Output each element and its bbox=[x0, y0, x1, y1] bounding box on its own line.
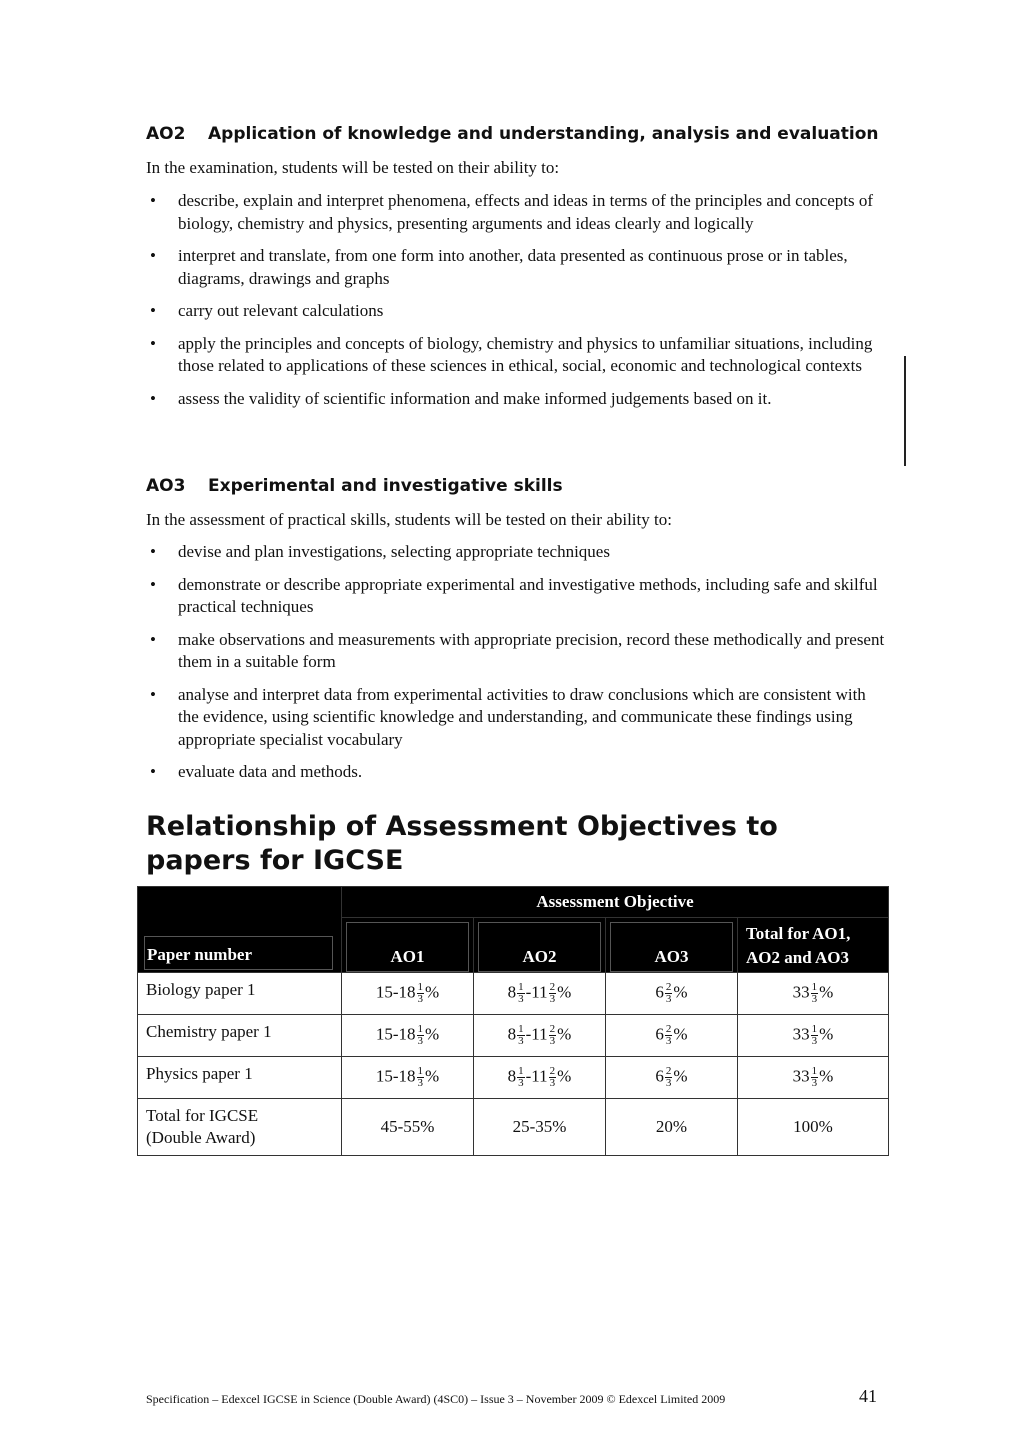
fraction-denominator: 3 bbox=[665, 993, 672, 1005]
ao2-code: AO2 bbox=[146, 124, 186, 144]
revision-bar bbox=[904, 356, 906, 466]
fraction-denominator: 3 bbox=[665, 1077, 672, 1089]
cell-value: 33 bbox=[792, 1066, 810, 1086]
cell-value: 6 bbox=[655, 1066, 664, 1086]
fraction-one-third bbox=[811, 982, 819, 1005]
fraction-one-third bbox=[417, 1024, 425, 1047]
fraction-denominator: 3 bbox=[811, 1077, 818, 1089]
list-item bbox=[146, 333, 886, 378]
paper-number-header bbox=[138, 887, 342, 973]
bullet-icon: • bbox=[150, 246, 156, 265]
fraction-two-thirds bbox=[549, 1024, 557, 1047]
bullet-icon: • bbox=[150, 762, 156, 781]
fraction-two-thirds bbox=[549, 982, 557, 1005]
fraction-one-third bbox=[811, 1066, 819, 1089]
table-header-row bbox=[138, 887, 889, 918]
ao3-cell bbox=[606, 973, 738, 1015]
cell-value: 6 bbox=[655, 1024, 664, 1044]
percent-sign: % bbox=[819, 1024, 834, 1044]
fraction-numerator: 1 bbox=[811, 1023, 818, 1035]
cell-value: 8 bbox=[507, 1066, 517, 1086]
total-header bbox=[738, 918, 889, 973]
percent-sign: % bbox=[819, 1066, 834, 1086]
list-item-text: analyse and interpret data from experimental activities to draw conclusions which are consistent with the evidence, using scientific knowledge and understanding, and communicate these findings using appropriate specialist vocabulary bbox=[178, 684, 866, 749]
total-row-label-line1: Total for IGCSE bbox=[146, 1106, 259, 1125]
ao2-header-label: AO2 bbox=[522, 947, 557, 966]
list-item-text: describe, explain and interpret phenomena, effects and ideas in terms of the principles and concepts of biology, chemistry and physics, presenting arguments and ideas clearly and logically bbox=[178, 191, 874, 233]
fraction-one-third bbox=[517, 1024, 525, 1047]
fraction-two-thirds bbox=[549, 1066, 557, 1089]
grand-total-cell: 100% bbox=[738, 1099, 889, 1156]
ao1-cell bbox=[342, 1057, 474, 1099]
percent-sign: % bbox=[425, 1024, 440, 1044]
fraction-one-third bbox=[517, 1066, 525, 1089]
list-item bbox=[146, 388, 886, 411]
fraction-denominator: 3 bbox=[518, 993, 524, 1005]
total-row-label bbox=[138, 1099, 342, 1156]
fraction-denominator: 3 bbox=[665, 1035, 672, 1047]
fraction-numerator: 2 bbox=[665, 981, 672, 993]
total-cell bbox=[738, 1057, 889, 1099]
cell-value: 8 bbox=[507, 982, 517, 1002]
percent-sign: % bbox=[557, 982, 572, 1002]
bullet-icon: • bbox=[150, 574, 156, 594]
assessment-objective-header-label: Assessment Objective bbox=[536, 892, 694, 911]
bullet-icon: • bbox=[150, 301, 156, 320]
list-item bbox=[146, 190, 886, 235]
ao2-intro: In the examination, students will be tested on their ability to: bbox=[146, 158, 560, 177]
relationship-heading: Relationship of Assessment Objectives to papers for IGCSE bbox=[146, 811, 778, 876]
fraction-numerator: 1 bbox=[518, 1065, 524, 1077]
ao3-code: AO3 bbox=[146, 476, 186, 496]
fraction-denominator: 3 bbox=[417, 1077, 423, 1089]
percent-sign: % bbox=[557, 1066, 572, 1086]
fraction-denominator: 3 bbox=[549, 1035, 556, 1047]
fraction-numerator: 2 bbox=[665, 1023, 672, 1035]
fraction-one-third bbox=[417, 982, 425, 1005]
cell-value: 33 bbox=[792, 1024, 810, 1044]
ao2-cell bbox=[474, 973, 606, 1015]
paper-label: Biology paper 1 bbox=[138, 973, 342, 1015]
fraction-numerator: 1 bbox=[417, 1023, 423, 1035]
fraction-two-thirds bbox=[665, 1066, 673, 1089]
table-row bbox=[138, 1057, 889, 1099]
fraction-two-thirds bbox=[665, 982, 673, 1005]
cell-value: 33 bbox=[792, 982, 810, 1002]
list-item-text: apply the principles and concepts of biology, chemistry and physics to unfamiliar situations, including those related to applications of these sciences in ethical, social, economic and technological contexts bbox=[178, 333, 873, 375]
cell-value: 15-18 bbox=[375, 1024, 416, 1044]
table-row bbox=[138, 973, 889, 1015]
cell-value: -11 bbox=[525, 1024, 548, 1044]
list-item-text: assess the validity of scientific information and make informed judgements based on it. bbox=[178, 388, 772, 408]
bullet-icon: • bbox=[150, 191, 156, 210]
percent-sign: % bbox=[425, 982, 440, 1002]
assessment-objective-header bbox=[342, 887, 889, 918]
fraction-numerator: 1 bbox=[811, 1065, 818, 1077]
bullet-icon: • bbox=[150, 388, 156, 408]
ao3-cell bbox=[606, 1015, 738, 1057]
percent-sign: % bbox=[425, 1066, 440, 1086]
list-item bbox=[146, 684, 886, 752]
page-number: 41 bbox=[859, 1386, 877, 1406]
cell-value: 8 bbox=[507, 1024, 517, 1044]
list-item bbox=[146, 574, 886, 619]
list-item bbox=[146, 629, 886, 674]
paper-label: Physics paper 1 bbox=[138, 1057, 342, 1099]
cell-value: -11 bbox=[525, 982, 548, 1002]
fraction-numerator: 1 bbox=[518, 981, 524, 993]
fraction-two-thirds bbox=[665, 1024, 673, 1047]
fraction-numerator: 1 bbox=[417, 1065, 423, 1077]
paper-number-header-label: Paper number bbox=[147, 945, 252, 964]
fraction-denominator: 3 bbox=[417, 1035, 423, 1047]
ao2-cell bbox=[474, 1057, 606, 1099]
ao3-header-label: AO3 bbox=[654, 947, 689, 966]
ao1-total-cell: 45-55% bbox=[342, 1099, 474, 1156]
list-item-text: carry out relevant calculations bbox=[178, 301, 384, 320]
percent-sign: % bbox=[673, 1024, 688, 1044]
percent-sign: % bbox=[557, 1024, 572, 1044]
ao3-heading bbox=[146, 476, 563, 496]
list-item-text: evaluate data and methods. bbox=[178, 762, 363, 781]
fraction-numerator: 1 bbox=[518, 1023, 524, 1035]
ao1-header bbox=[342, 918, 474, 973]
fraction-denominator: 3 bbox=[811, 1035, 818, 1047]
total-cell bbox=[738, 1015, 889, 1057]
total-header-line1: Total for AO1, bbox=[746, 924, 851, 943]
ao3-bullet-list bbox=[146, 541, 886, 794]
ao2-total-cell: 25-35% bbox=[474, 1099, 606, 1156]
ao2-cell bbox=[474, 1015, 606, 1057]
table-total-row bbox=[138, 1099, 889, 1156]
fraction-numerator: 1 bbox=[811, 981, 818, 993]
ao3-header bbox=[606, 918, 738, 973]
total-cell bbox=[738, 973, 889, 1015]
fraction-denominator: 3 bbox=[417, 993, 423, 1005]
page-footer: Specification – Edexcel IGCSE in Science (Double Award) (4SC0) – Issue 3 – November 2009 © Edexcel Limited 2009 bbox=[146, 1392, 726, 1406]
ao1-header-label: AO1 bbox=[390, 947, 425, 966]
list-item-text: devise and plan investigations, selecting appropriate techniques bbox=[178, 542, 610, 561]
bullet-icon: • bbox=[150, 629, 156, 649]
fraction-numerator: 2 bbox=[549, 1023, 556, 1035]
ao3-title: Experimental and investigative skills bbox=[208, 476, 563, 496]
fraction-denominator: 3 bbox=[518, 1077, 524, 1089]
total-row-label-line2: (Double Award) bbox=[146, 1128, 256, 1147]
ao2-bullet-list bbox=[146, 190, 886, 420]
list-item-text: demonstrate or describe appropriate experimental and investigative methods, including safe and skilful practical techniques bbox=[178, 574, 878, 616]
fraction-one-third bbox=[517, 982, 525, 1005]
fraction-numerator: 1 bbox=[417, 981, 423, 993]
total-header-line2: AO2 and AO3 bbox=[746, 948, 849, 967]
fraction-denominator: 3 bbox=[518, 1035, 524, 1047]
ao1-cell bbox=[342, 973, 474, 1015]
fraction-numerator: 2 bbox=[549, 1065, 556, 1077]
cell-value: -11 bbox=[525, 1066, 548, 1086]
paper-label: Chemistry paper 1 bbox=[138, 1015, 342, 1057]
cell-value: 6 bbox=[655, 982, 664, 1002]
ao2-header bbox=[474, 918, 606, 973]
list-item bbox=[146, 245, 886, 290]
ao1-cell bbox=[342, 1015, 474, 1057]
list-item bbox=[146, 300, 886, 323]
fraction-numerator: 2 bbox=[549, 981, 556, 993]
fraction-denominator: 3 bbox=[549, 1077, 556, 1089]
list-item bbox=[146, 761, 886, 784]
cell-value: 15-18 bbox=[375, 1066, 416, 1086]
bullet-icon: • bbox=[150, 684, 156, 704]
cell-value: 15-18 bbox=[375, 982, 416, 1002]
list-item-text: make observations and measurements with appropriate precision, record these methodically and present them in a suitable form bbox=[178, 629, 885, 671]
ao2-title: Application of knowledge and understanding, analysis and evaluation bbox=[208, 124, 879, 144]
ao3-cell bbox=[606, 1057, 738, 1099]
percent-sign: % bbox=[673, 1066, 688, 1086]
fraction-one-third bbox=[417, 1066, 425, 1089]
percent-sign: % bbox=[673, 982, 688, 1002]
bullet-icon: • bbox=[150, 542, 156, 561]
fraction-numerator: 2 bbox=[665, 1065, 672, 1077]
table-row bbox=[138, 1015, 889, 1057]
fraction-denominator: 3 bbox=[549, 993, 556, 1005]
bullet-icon: • bbox=[150, 333, 156, 353]
ao-papers-table bbox=[137, 886, 889, 1156]
ao3-total-cell: 20% bbox=[606, 1099, 738, 1156]
list-item-text: interpret and translate, from one form into another, data presented as continuous prose or in tables, diagrams, drawings and graphs bbox=[178, 246, 848, 288]
percent-sign: % bbox=[819, 982, 834, 1002]
ao2-heading bbox=[146, 124, 879, 144]
fraction-denominator: 3 bbox=[811, 993, 818, 1005]
ao3-intro: In the assessment of practical skills, students will be tested on their ability to: bbox=[146, 510, 672, 529]
fraction-one-third bbox=[811, 1024, 819, 1047]
list-item bbox=[146, 541, 886, 564]
